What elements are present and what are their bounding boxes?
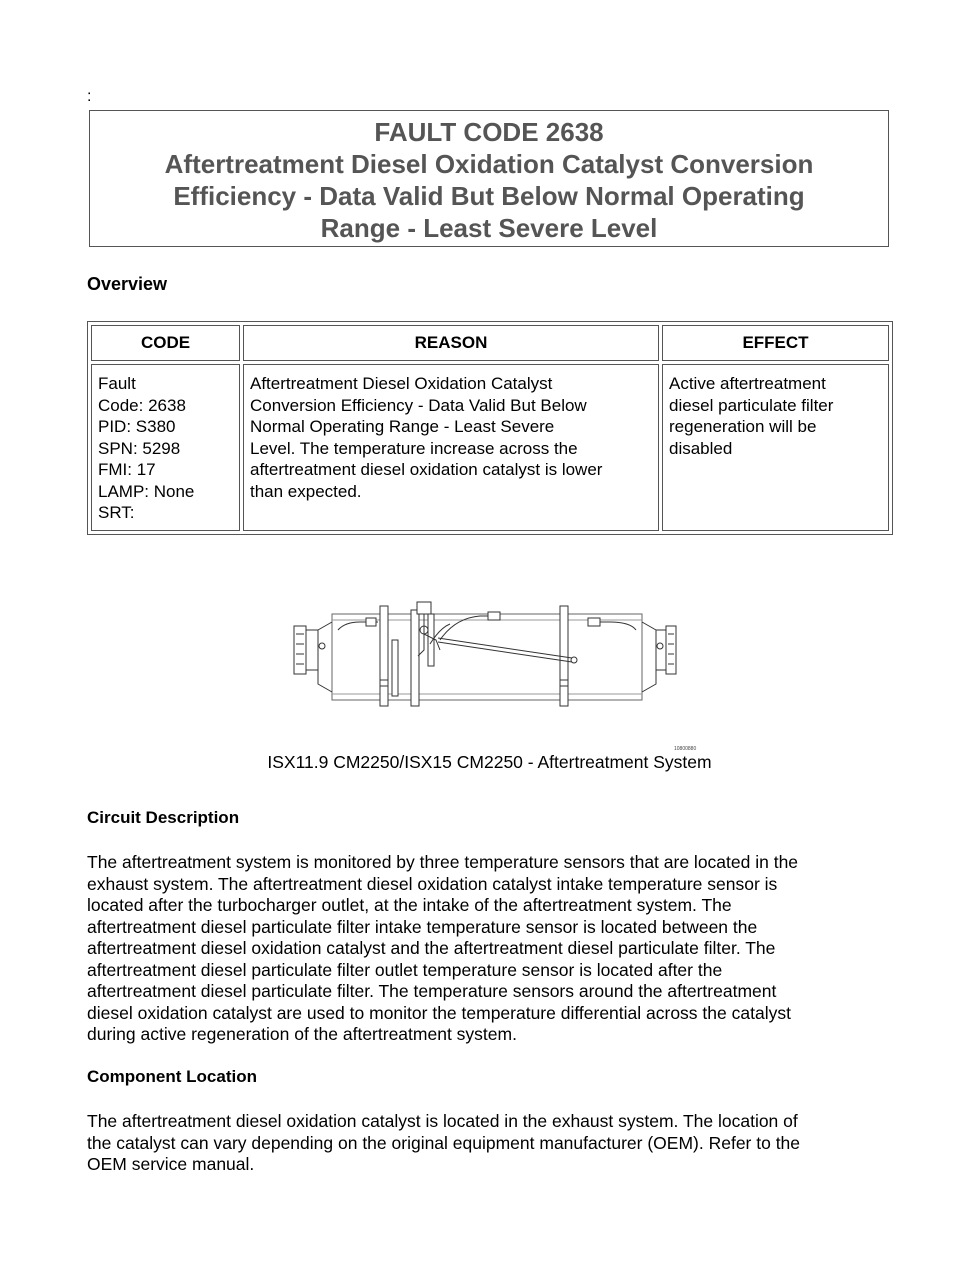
circuit-description-heading: Circuit Description (87, 808, 240, 827)
paragraph-line: The aftertreatment diesel oxidation catalyst is located in the exhaust system. The location of (87, 1111, 798, 1131)
effect-cell (662, 364, 889, 531)
code-line: FMI: 17 (98, 460, 156, 479)
reason-line: Conversion Efficiency - Data Valid But Below (250, 395, 587, 415)
code-line: Code: 2638 (98, 395, 186, 415)
figure-caption: ISX11.9 CM2250/ISX15 CM2250 - Aftertreatment System (267, 752, 712, 772)
reason-line: Normal Operating Range - Least Severe (250, 417, 555, 436)
component-location-text (87, 1111, 887, 1176)
reason-line: Aftertreatment Diesel Oxidation Catalyst (250, 374, 553, 393)
paragraph-line: aftertreatment diesel oxidation catalyst and the aftertreatment diesel particulate filter. The (87, 938, 776, 958)
paragraph-line: OEM service manual. (87, 1154, 255, 1174)
component-location-heading: Component Location (87, 1067, 257, 1086)
column-header-code: CODE (91, 325, 240, 361)
paragraph-line: during active regeneration of the aftertreatment system. (87, 1024, 517, 1044)
paragraph-line: exhaust system. The aftertreatment diesel oxidation catalyst intake temperature sensor is (87, 873, 778, 894)
overview-table (87, 321, 893, 535)
paragraph-line: diesel oxidation catalyst are used to monitor the temperature differential across the catalyst (87, 1002, 791, 1023)
reason-line: Level. The temperature increase across the (250, 438, 578, 458)
reason-line: than expected. (250, 481, 362, 501)
effect-line: regeneration will be (669, 417, 817, 436)
code-cell (91, 364, 240, 531)
reason-line: aftertreatment diesel oxidation catalyst is lower (250, 460, 603, 479)
paragraph-line: located after the turbocharger outlet, at the intake of the aftertreatment system. The (87, 895, 732, 915)
fault-title-line: Efficiency - Data Valid But Below Normal Operating (173, 181, 805, 211)
column-header-reason: REASON (243, 325, 659, 361)
effect-line: diesel particulate filter (669, 395, 834, 415)
fault-title-line: Aftertreatment Diesel Oxidation Catalyst Conversion (164, 149, 814, 179)
code-line: SRT: (98, 503, 135, 522)
fault-code-title: FAULT CODE 2638 (374, 117, 604, 147)
effect-line: disabled (669, 438, 733, 458)
code-line: PID: S380 (98, 417, 176, 436)
paragraph-line: aftertreatment diesel particulate filter outlet temperature sensor is located after the (87, 959, 723, 980)
column-header-effect: EFFECT (662, 325, 889, 361)
aftertreatment-system-diagram (290, 600, 680, 710)
circuit-description-text (87, 852, 887, 1046)
code-line: Fault (98, 374, 136, 393)
page-marker: : (87, 88, 92, 105)
fault-title-line: Range - Least Severe Level (320, 213, 658, 243)
paragraph-line: aftertreatment diesel particulate filter intake temperature sensor is located between the (87, 916, 758, 937)
effect-line: Active aftertreatment (669, 374, 826, 393)
reason-cell (243, 364, 659, 531)
table-row (91, 364, 889, 531)
figure-code: 10800880 (674, 746, 697, 752)
table-header-row (91, 325, 889, 361)
code-line: LAMP: None (98, 481, 195, 501)
paragraph-line: aftertreatment diesel particulate filter. The temperature sensors around the aftertreatment (87, 981, 777, 1001)
overview-heading: Overview (87, 274, 168, 294)
paragraph-line: the catalyst can vary depending on the original equipment manufacturer (OEM). Refer to the (87, 1132, 801, 1153)
fault-title-box (89, 110, 889, 247)
code-line: SPN: 5298 (98, 438, 181, 458)
paragraph-line: The aftertreatment system is monitored by three temperature sensors that are located in the (87, 852, 799, 872)
